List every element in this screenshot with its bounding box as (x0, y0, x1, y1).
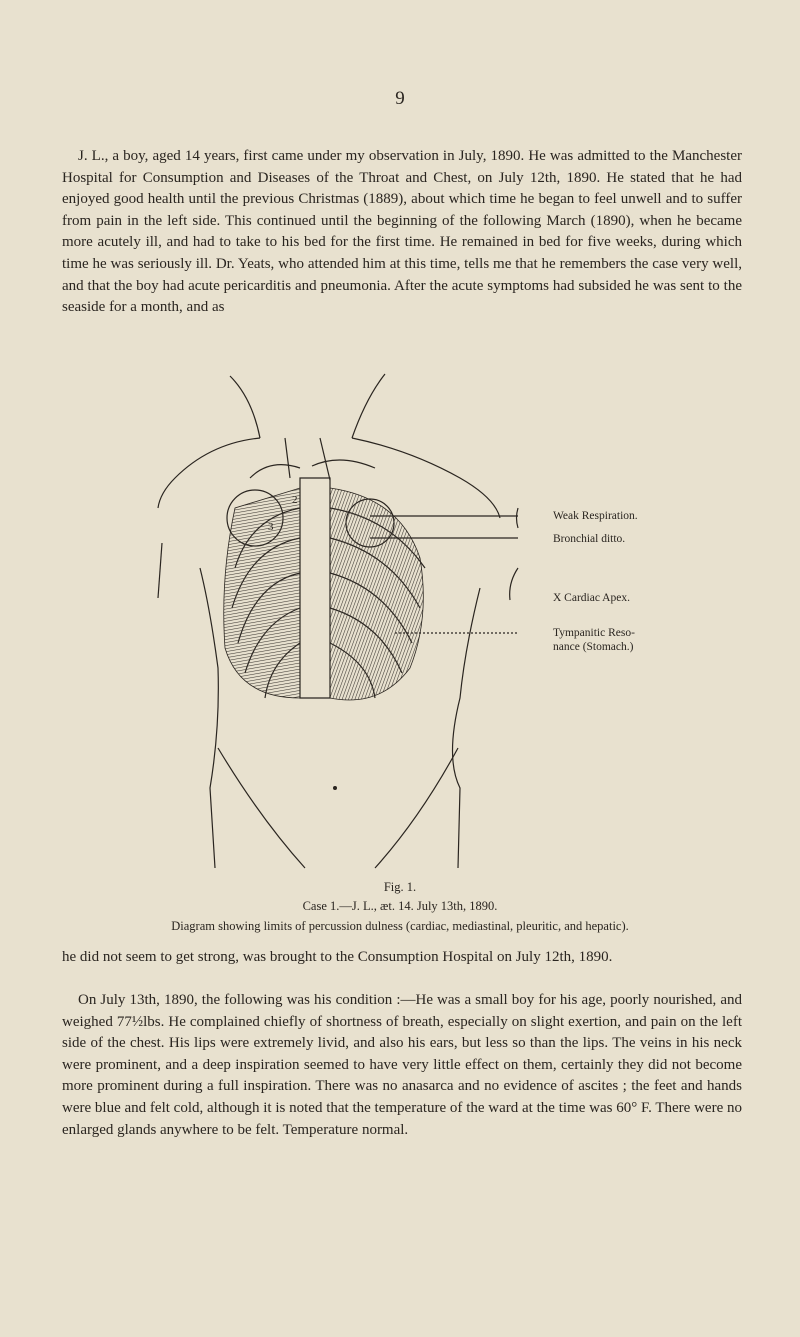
right-arm-outline (517, 508, 519, 528)
label-bronchial: Bronchial ditto. (553, 533, 626, 545)
figure-description: Diagram showing limits of percussion dulness (cardiac, mediastinal, pleuritic, and hepatic). (171, 919, 629, 933)
figure-title: Fig. 1. (383, 880, 417, 894)
umbilicus-dot (333, 786, 337, 790)
paragraph-3-text: On July 13th, 1890, the following was his condition :—He was a small boy for his age, poorly nourished, and weighed 77½lbs. He complained chiefly of shortness of breath, especially on slight exertion, and pain on the left side of the chest. His lips were extremely livid, and also his ears, but less so than the lips. The veins in his neck were prominent, and a deep inspiration seemed to have very little effect on them, certainly they did not become more prominent during a full inspiration. There was no anasarca and no evidence of ascites ; the feet and hands were blue and felt cold, although it is noted that the temperature of the ward at the time was 60° F. There were no enlarged glands anywhere to be felt. Temperature normal. (62, 992, 742, 1138)
dullness-right (330, 488, 423, 700)
neck-outline (230, 376, 260, 438)
neck-outline-right (352, 374, 385, 438)
label-tympanitic-1: Tympanitic Reso- (553, 627, 635, 639)
chest-diagram (140, 368, 740, 888)
paragraph-2 (62, 947, 742, 969)
left-torso-outline (200, 568, 218, 868)
figure-case-caption: Case 1.—J. L., æt. 14. July 13th, 1890. (302, 899, 498, 913)
rib-number-2: 2 (292, 494, 298, 506)
right-torso-outline (453, 588, 481, 868)
right-arm-outline-2 (510, 568, 518, 600)
left-hip-line (218, 748, 305, 868)
left-arm-outline (158, 543, 162, 598)
label-cardiac-apex: X Cardiac Apex. (553, 592, 630, 604)
left-clavicle (250, 465, 300, 478)
label-weak-respiration: Weak Respiration. (553, 510, 638, 522)
paragraph-1 (62, 146, 742, 319)
right-hip-line (375, 748, 458, 868)
page-number: 9 (395, 88, 405, 109)
paragraph-3 (62, 990, 742, 1141)
chest-diagram-figure (140, 368, 740, 888)
right-clavicle (312, 460, 375, 468)
rib-number-3: 3 (268, 521, 274, 533)
paragraph-2-text: he did not seem to get strong, was brought to the Consumption Hospital on July 12th, 1890. (62, 949, 613, 965)
label-tympanitic-2: nance (Stomach.) (553, 641, 634, 653)
left-shoulder-outline (158, 438, 260, 508)
dullness-left (224, 488, 300, 698)
sternum (300, 478, 330, 698)
sternal-notch (285, 438, 330, 480)
paragraph-1-text: J. L., a boy, aged 14 years, first came under my observation in July, 1890. He was admitted to the Manchester Hospital for Consumption and Diseases of the Throat and Chest, on July 12th, 1890. He stated that he had enjoyed good health until the previous Christmas (1889), about which time he began to feel unwell and to suffer from pain in the left side. This continued until the beginning of the following March (1890), when he became more acutely ill, and had to take to his bed for the first time. He remained in bed for five weeks, during which time he was seriously ill. Dr. Yeats, who attended him at this time, tells me that he remembers the case very well, and that the boy had acute pericarditis and pneumonia. After the acute symptoms had subsided he was sent to the seaside for a month, and as (62, 148, 742, 316)
